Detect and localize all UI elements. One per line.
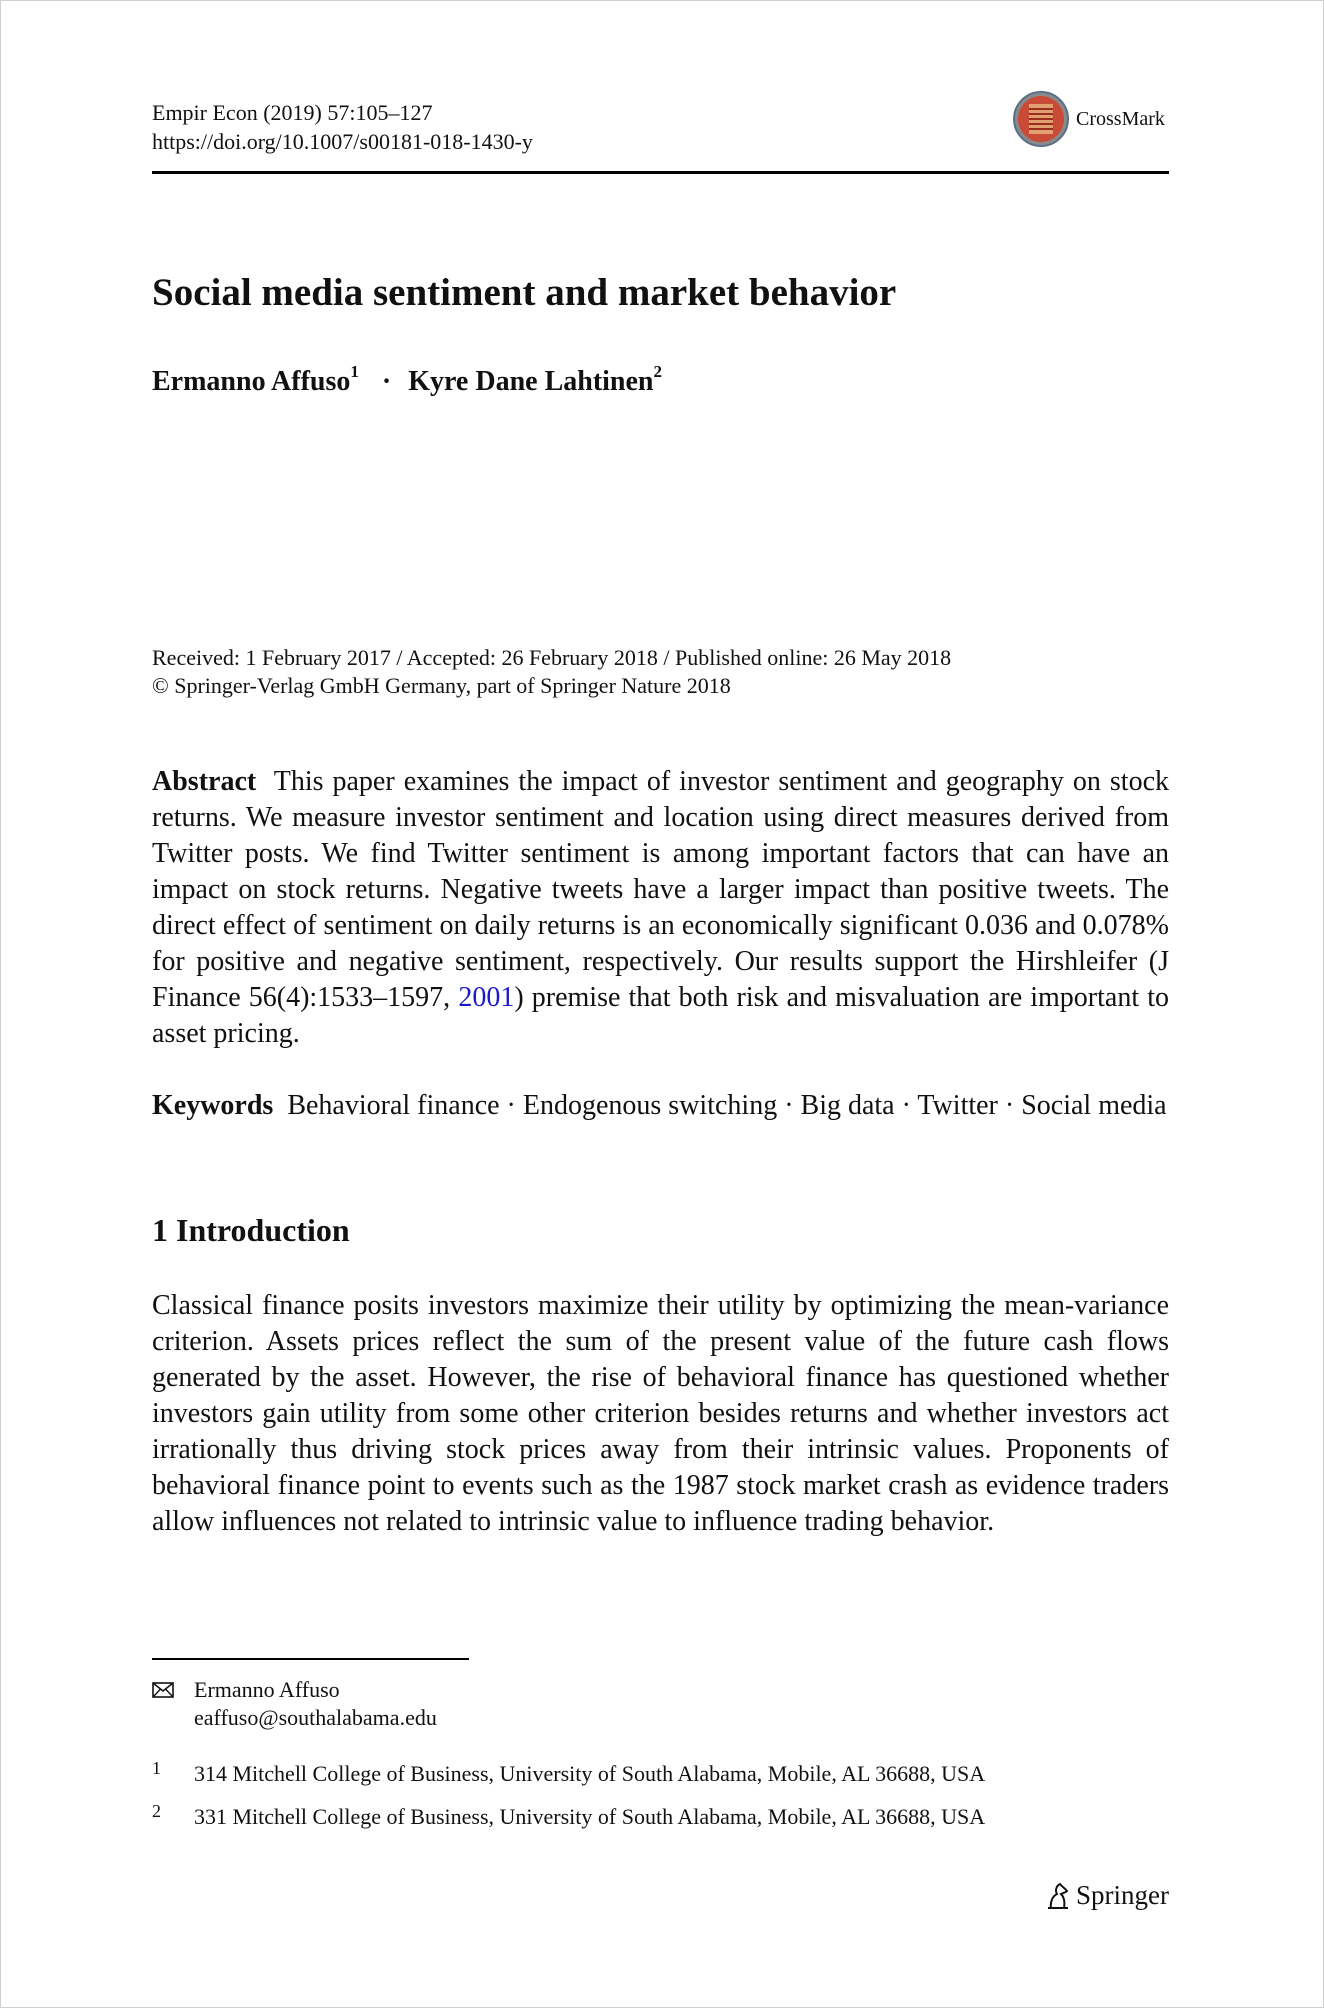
author-separator: · <box>381 366 392 397</box>
section-heading-introduction: 1 Introduction <box>152 1212 350 1248</box>
contact-name: Ermanno Affuso <box>194 1677 340 1702</box>
affiliation-item <box>152 1803 985 1831</box>
affiliation-number: 2 <box>152 1801 161 1821</box>
keywords <box>152 1088 1169 1124</box>
affiliation-item <box>152 1760 985 1788</box>
abstract-text: This paper examines the impact of investor sentiment and geography on stock returns. We measure investor sentiment and location using direct measures derived from Twitter posts. We find Twitter sentiment is among important factors that can have an impact on stock returns. Negative tweets have a larger impact than positive tweets. The direct effect of sentiment on daily returns is an economically significant 0.036 and 0.078% for positive and negative sentiment, respectively. Our results support the Hirshleifer (J Finance 56(4):1533–1597, <box>152 766 1169 1013</box>
journal-citation: Empir Econ (2019) 57:105–127 <box>152 100 433 125</box>
copyright-line: © Springer-Verlag GmbH Germany, part of Springer Nature 2018 <box>152 673 731 698</box>
dates-line: Received: 1 February 2017 / Accepted: 26 February 2018 / Published online: 26 May 2018 <box>152 645 952 670</box>
abstract-label: Abstract <box>152 766 257 797</box>
keywords-text: Behavioral finance · Endogenous switching · Big data · Twitter · Social media <box>287 1090 1167 1121</box>
journal-header <box>152 98 533 156</box>
header-divider <box>152 171 1169 174</box>
corresponding-author <box>152 1676 437 1732</box>
affiliation-mark: 2 <box>653 362 662 381</box>
introduction-paragraph: Classical finance posits investors maximize their utility by optimizing the mean-variance criterion. Assets prices reflect the sum of the present value of the future cash flows generated by the asset. However, the rise of behavioral finance has questioned whether investors gain utility from some other criterion besides returns and whether investors act irrationally thus driving stock prices away from their intrinsic values. Proponents of behavioral finance point to events such as the 1987 stock market crash as evidence traders allow influences not related to intrinsic value to influence trading behavior. <box>152 1290 1169 1537</box>
citation-link[interactable]: 2001 <box>458 982 515 1013</box>
publication-dates <box>152 644 951 700</box>
contact-email[interactable]: eaffuso@southalabama.edu <box>194 1705 437 1730</box>
publisher-name: Springer <box>1076 1880 1169 1910</box>
crossmark-label: CrossMark <box>1076 107 1165 130</box>
affiliation-text: 314 Mitchell College of Business, University of South Alabama, Mobile, AL 36688, USA <box>194 1761 986 1786</box>
keywords-label: Keywords <box>152 1090 274 1121</box>
doi-link[interactable]: https://doi.org/10.1007/s00181-018-1430-y <box>152 129 533 154</box>
article-title: Social media sentiment and market behavior <box>152 271 897 314</box>
springer-logo[interactable] <box>1044 1880 1169 1911</box>
envelope-icon <box>152 1682 174 1698</box>
abstract <box>152 764 1169 1052</box>
abstract-text-end: ) premise that both risk and misvaluation are important to asset pricing. <box>152 982 1170 1049</box>
footnote-divider <box>152 1658 469 1660</box>
affiliation-text: 331 Mitchell College of Business, University of South Alabama, Mobile, AL 36688, USA <box>194 1804 986 1829</box>
affiliation-mark: 1 <box>350 362 359 381</box>
crossmark-icon <box>1012 90 1070 148</box>
author-list <box>152 362 662 398</box>
crossmark-badge[interactable] <box>1012 90 1165 148</box>
author-name[interactable]: Ermanno Affuso <box>152 366 351 397</box>
affiliation-number: 1 <box>152 1758 161 1778</box>
author-name[interactable]: Kyre Dane Lahtinen <box>408 366 654 397</box>
springer-horse-icon <box>1044 1881 1072 1911</box>
